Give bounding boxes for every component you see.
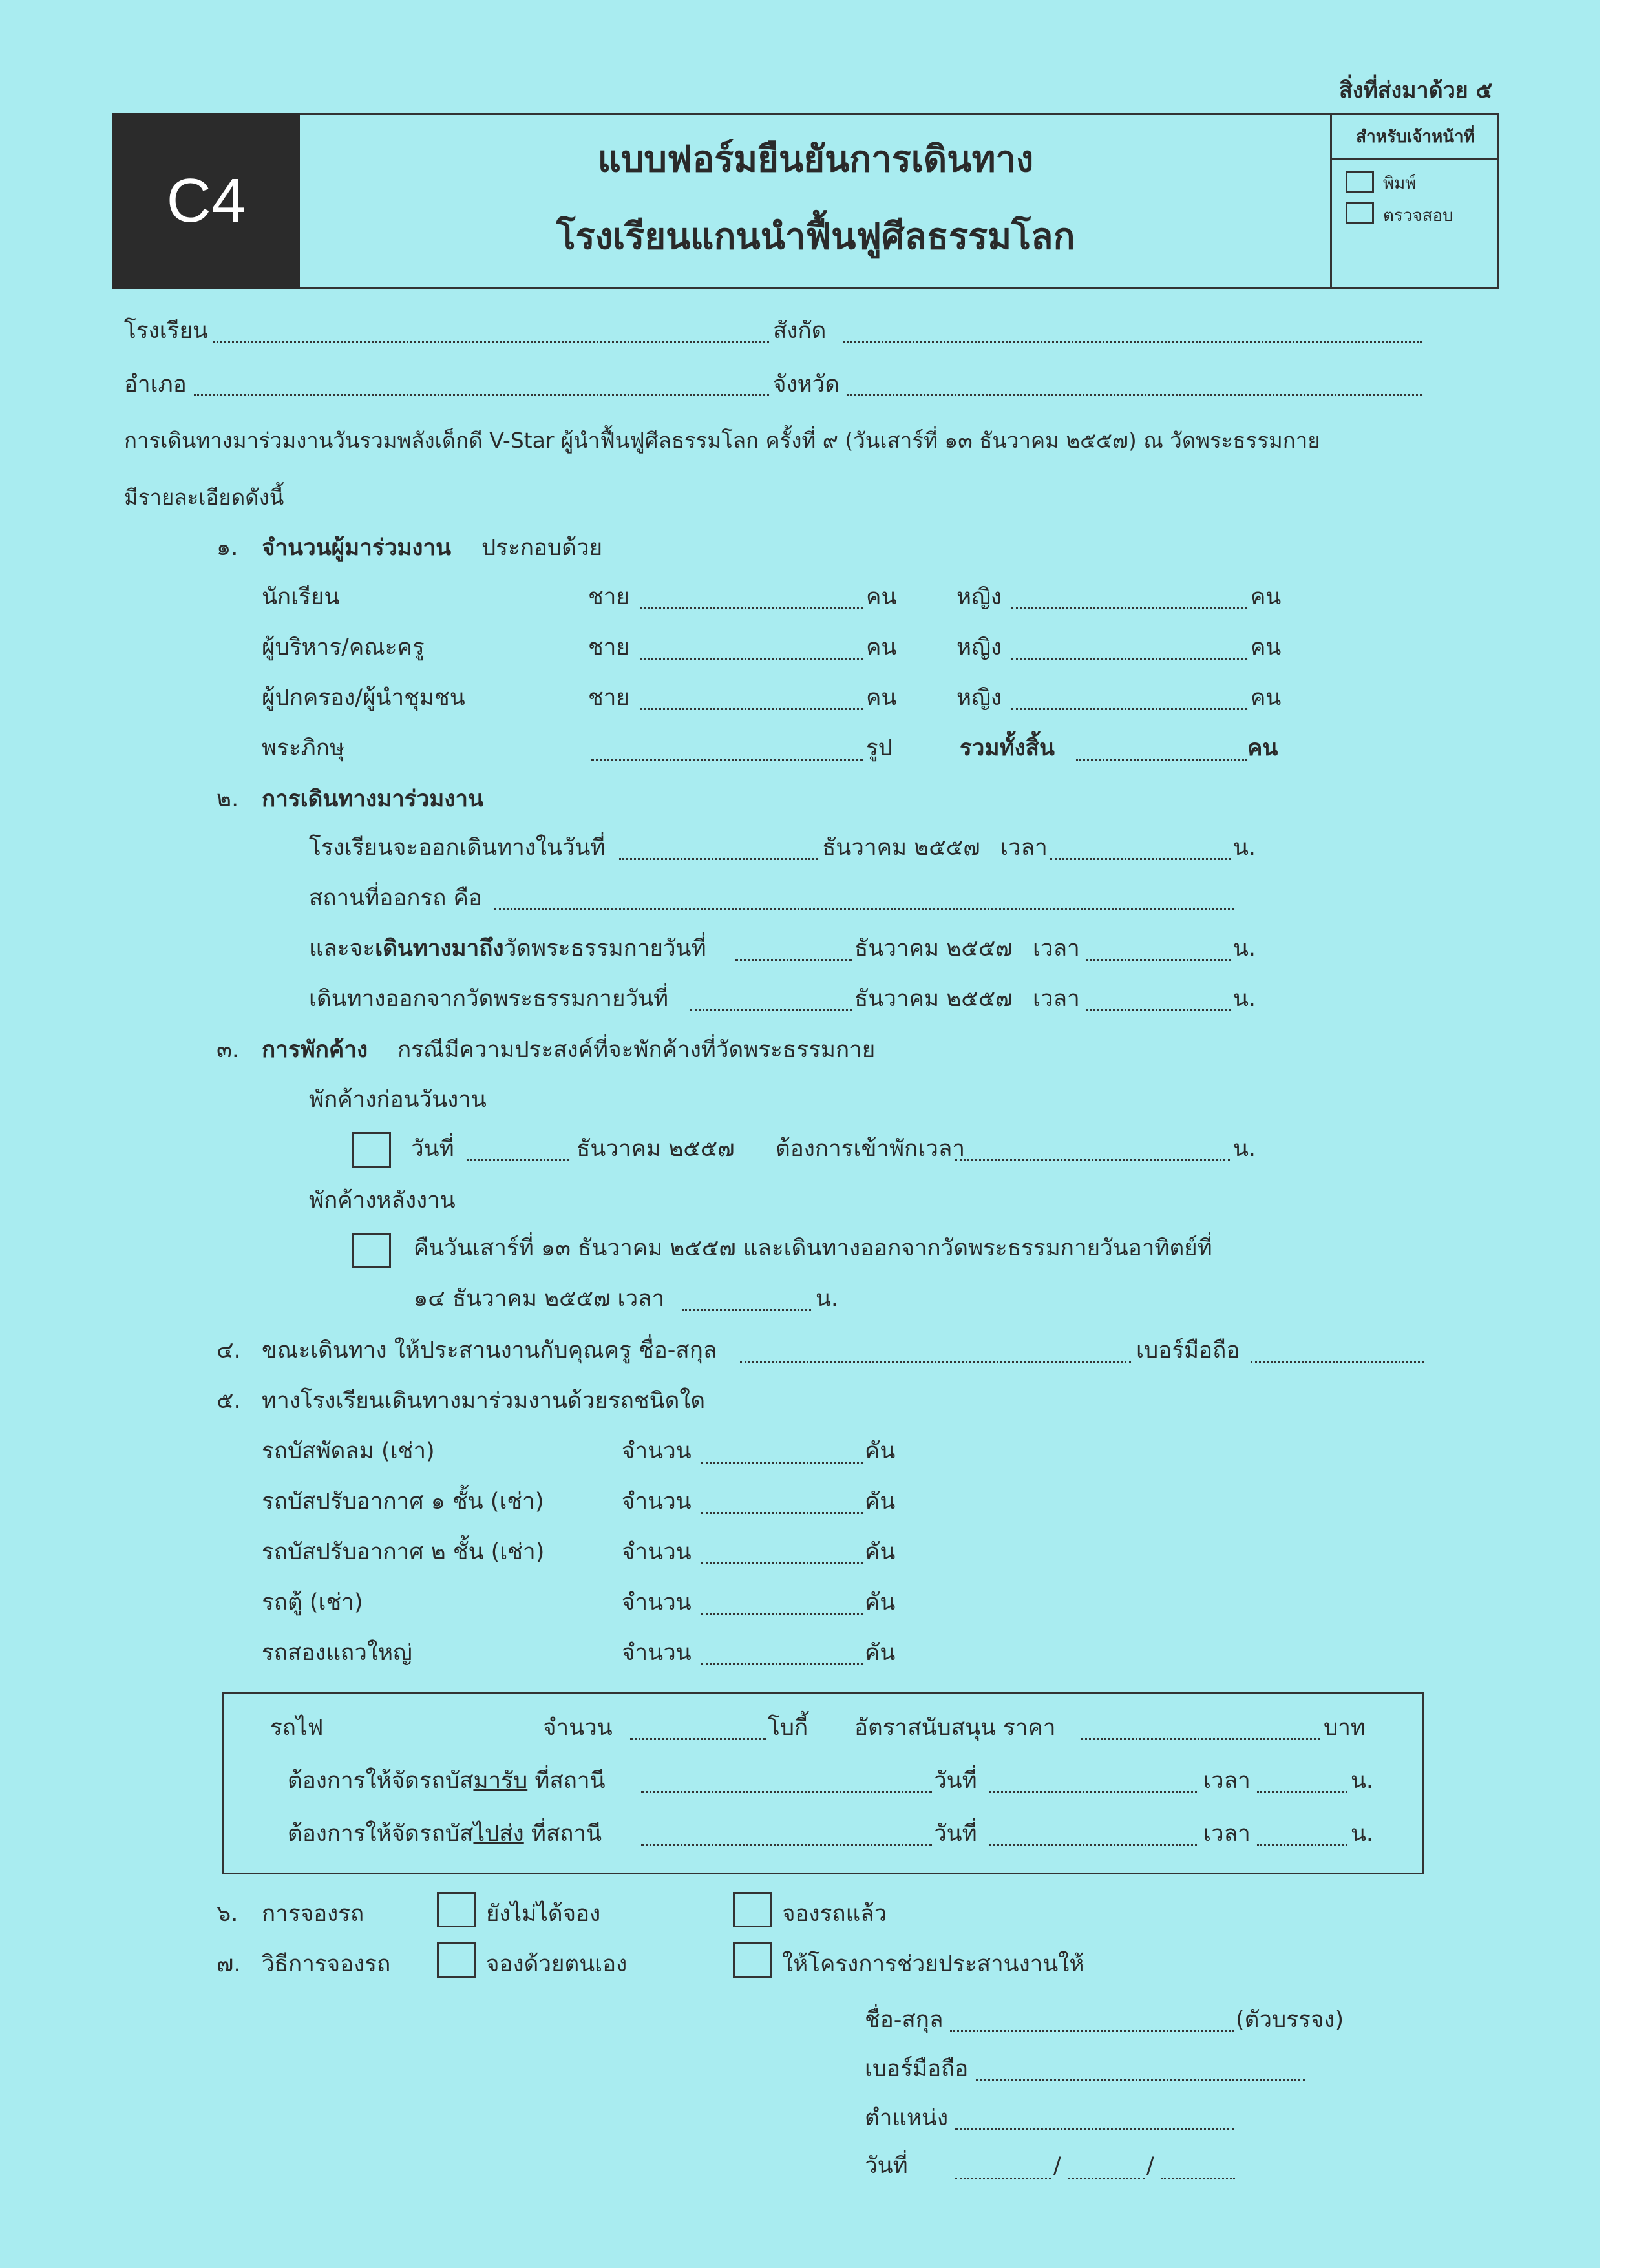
s2-time-label: เวลา bbox=[1033, 986, 1080, 1012]
s5-number: ๕. bbox=[217, 1388, 241, 1414]
train-dropoff-station-field[interactable] bbox=[641, 1844, 932, 1846]
train-dropoff-label bbox=[288, 1820, 602, 1848]
train-time-label: เวลา bbox=[1203, 1821, 1251, 1847]
s2-depart-time-field[interactable] bbox=[1050, 858, 1231, 860]
train-rate-field[interactable] bbox=[1081, 1738, 1320, 1740]
sig-date-label: วันที่ bbox=[865, 2153, 908, 2179]
s2-time-label: เวลา bbox=[1000, 835, 1048, 861]
s1-teachers-female-field[interactable] bbox=[1011, 658, 1247, 660]
s1-monks-field[interactable] bbox=[591, 759, 863, 761]
s2-leave-label: เดินทางออกจากวัดพระธรรมกายวันที่ bbox=[309, 986, 669, 1012]
train-date-label: วันที่ bbox=[934, 1768, 977, 1794]
train-pickup-station-field[interactable] bbox=[641, 1791, 932, 1793]
s3-before-label: พักค้างก่อนวันงาน bbox=[309, 1087, 487, 1113]
sig-date-year-field[interactable] bbox=[1161, 2178, 1235, 2179]
s5-vehicle-label: รถบัสปรับอากาศ ๒ ชั้น (เช่า) bbox=[262, 1539, 545, 1565]
s2-month-year: ธันวาคม ๒๕๕๗ bbox=[854, 986, 1013, 1012]
officer-divider bbox=[1331, 158, 1499, 160]
s7-label: วิธีการจองรถ bbox=[262, 1951, 391, 1977]
s1-teachers-male-field[interactable] bbox=[640, 658, 863, 660]
sig-name-field[interactable] bbox=[950, 2030, 1234, 2032]
s2-unit: น. bbox=[1233, 936, 1256, 961]
affiliation-label: สังกัด bbox=[773, 318, 827, 344]
s1-female-label: หญิง bbox=[956, 685, 1002, 711]
s1-suffix: ประกอบด้วย bbox=[481, 535, 603, 561]
s2-depart-label: โรงเรียนจะออกเดินทางในวันที่ bbox=[309, 835, 606, 861]
sig-phone-field[interactable] bbox=[976, 2079, 1305, 2081]
s2-depart-date-field[interactable] bbox=[619, 858, 818, 860]
officer-check-label: ตรวจสอบ bbox=[1383, 206, 1453, 226]
form-title-line1: แบบฟอร์มยืนยันการเดินทาง bbox=[597, 138, 1034, 180]
sig-position-label: ตำแหน่ง bbox=[865, 2105, 949, 2131]
s3-checkin-label: ต้องการเข้าพักเวลา bbox=[776, 1136, 966, 1162]
s1-female-label: หญิง bbox=[956, 584, 1002, 610]
sig-name-note: (ตัวบรรจง) bbox=[1236, 2007, 1344, 2033]
s5-vehicle-label: รถตู้ (เช่า) bbox=[262, 1590, 363, 1615]
s5-unit: คัน bbox=[865, 1489, 896, 1515]
s2-leave-time-field[interactable] bbox=[1086, 1009, 1231, 1011]
district-field[interactable] bbox=[194, 394, 769, 396]
s3-after-line2: ๑๔ ธันวาคม ๒๕๕๗ เวลา bbox=[414, 1286, 665, 1312]
train-pickup-label bbox=[288, 1767, 606, 1795]
s2-arrive-part-b: เดินทางมาถึง bbox=[375, 936, 504, 961]
s5-unit: คัน bbox=[865, 1438, 896, 1464]
s3-unit: น. bbox=[816, 1286, 839, 1312]
district-label: อำเภอ bbox=[124, 372, 187, 397]
s4-phone-field[interactable] bbox=[1251, 1361, 1424, 1363]
train-pickup-prefix: ต้องการให้จัดรถบัส bbox=[288, 1768, 474, 1794]
sig-date-sep: / bbox=[1146, 2153, 1154, 2179]
train-car-unit: โบกี้ bbox=[768, 1715, 808, 1741]
s1-female-label: หญิง bbox=[956, 635, 1002, 660]
train-label: รถไฟ bbox=[270, 1715, 324, 1741]
s6-booked-checkbox[interactable] bbox=[733, 1892, 772, 1927]
s3-number: ๓. bbox=[217, 1037, 240, 1063]
train-baht: บาท bbox=[1324, 1715, 1366, 1741]
train-qty-field[interactable] bbox=[630, 1738, 766, 1740]
train-pickup-time-field[interactable] bbox=[1257, 1791, 1347, 1793]
train-dropoff-time-field[interactable] bbox=[1257, 1844, 1347, 1846]
train-dropoff-prefix: ต้องการให้จัดรถบัส bbox=[288, 1821, 474, 1847]
s3-title: การพักค้าง bbox=[262, 1037, 368, 1063]
s1-unit: คน bbox=[866, 635, 897, 660]
form-title-line2: โรงเรียนแกนนำฟื้นฟูศีลธรรมโลก bbox=[556, 216, 1075, 258]
sig-date-day-field[interactable] bbox=[955, 2178, 1051, 2179]
s1-students-female-field[interactable] bbox=[1011, 607, 1247, 609]
s5-qty-label: จำนวน bbox=[622, 1640, 692, 1666]
province-field[interactable] bbox=[847, 394, 1422, 396]
train-unit: น. bbox=[1351, 1821, 1374, 1847]
s5-vehicle-label: รถสองแถวใหญ่ bbox=[262, 1640, 412, 1666]
s5-vehicle-label: รถบัสพัดลม (เช่า) bbox=[262, 1438, 435, 1464]
s5-unit: คัน bbox=[865, 1539, 896, 1565]
s1-students-male-field[interactable] bbox=[640, 607, 863, 609]
sig-name-label: ชื่อ-สกุล bbox=[865, 2007, 944, 2033]
s1-total-unit: คน bbox=[1247, 735, 1278, 761]
s5-vehicle-qty-field[interactable] bbox=[701, 1462, 863, 1464]
s2-month-year: ธันวาคม ๒๕๕๗ bbox=[854, 936, 1013, 961]
s2-arrive-date-field[interactable] bbox=[735, 959, 852, 961]
officer-title: สำหรับเจ้าหน้าที่ bbox=[1356, 127, 1475, 147]
s5-vehicle-qty-field[interactable] bbox=[701, 1562, 863, 1564]
affiliation-field[interactable] bbox=[843, 341, 1422, 343]
form-code: C4 bbox=[166, 166, 246, 235]
s2-unit: น. bbox=[1233, 835, 1256, 861]
s1-row-parents: ผู้ปกครอง/ผู้นำชุมชน bbox=[262, 685, 465, 711]
s5-vehicle-qty-field[interactable] bbox=[701, 1512, 863, 1514]
s3-after-line1: คืนวันเสาร์ที่ ๑๓ ธันวาคม ๒๕๕๗ และเดินทางออกจากวัดพระธรรมกายวันอาทิตย์ที่ bbox=[414, 1235, 1212, 1261]
s3-before-month: ธันวาคม ๒๕๕๗ bbox=[576, 1136, 735, 1162]
s7-project-booking-checkbox[interactable] bbox=[733, 1942, 772, 1978]
s2-arrive-part-c: วัดพระธรรมกายวันที่ bbox=[503, 936, 706, 961]
province-label: จังหวัด bbox=[773, 372, 840, 397]
s1-row-monks: พระภิกษุ bbox=[262, 735, 345, 761]
s3-after-checkbox[interactable] bbox=[352, 1233, 391, 1268]
s1-male-label: ชาย bbox=[588, 685, 629, 711]
train-unit: น. bbox=[1351, 1768, 1374, 1794]
s2-leave-date-field[interactable] bbox=[690, 1009, 852, 1011]
s1-unit: คน bbox=[866, 584, 897, 610]
s1-unit: คน bbox=[1251, 635, 1282, 660]
s1-male-label: ชาย bbox=[588, 635, 629, 660]
school-label: โรงเรียน bbox=[124, 318, 208, 344]
s7-number: ๗. bbox=[217, 1951, 241, 1977]
s1-row-teachers: ผู้บริหาร/คณะครู bbox=[262, 635, 425, 660]
s1-title: จำนวนผู้มาร่วมงาน bbox=[262, 535, 452, 561]
s2-month-year: ธันวาคม ๒๕๕๗ bbox=[822, 835, 980, 861]
sig-date-sep: / bbox=[1053, 2153, 1061, 2179]
s1-number: ๑. bbox=[217, 535, 238, 561]
s3-before-date-label: วันที่ bbox=[411, 1136, 454, 1162]
s2-number: ๒. bbox=[217, 786, 239, 812]
form-code-block bbox=[112, 113, 300, 289]
officer-print-checkbox[interactable] bbox=[1346, 171, 1374, 193]
s5-vehicle-label: รถบัสปรับอากาศ ๑ ชั้น (เช่า) bbox=[262, 1489, 544, 1515]
sig-date-month-field[interactable] bbox=[1068, 2178, 1145, 2179]
s2-arrive-time-field[interactable] bbox=[1086, 959, 1231, 961]
s2-time-label: เวลา bbox=[1033, 936, 1080, 961]
s5-vehicle-qty-field[interactable] bbox=[701, 1663, 863, 1665]
s7-project-booking-label: ให้โครงการช่วยประสานงานให้ bbox=[782, 1951, 1084, 1977]
s6-number: ๖. bbox=[217, 1901, 238, 1927]
s1-total-label: รวมทั้งสิ้น bbox=[960, 735, 1055, 761]
s5-unit: คัน bbox=[865, 1590, 896, 1615]
s5-qty-label: จำนวน bbox=[622, 1438, 692, 1464]
s1-unit: คน bbox=[1251, 584, 1282, 610]
s5-title: ทางโรงเรียนเดินทางมาร่วมงานด้วยรถชนิดใด bbox=[262, 1388, 706, 1414]
s1-row-students: นักเรียน bbox=[262, 584, 340, 610]
train-qty-label: จำนวน bbox=[543, 1715, 613, 1741]
s4-text: ขณะเดินทาง ให้ประสานงานกับคุณครู ชื่อ-สกุล bbox=[262, 1338, 717, 1363]
s6-not-booked-checkbox[interactable] bbox=[437, 1892, 476, 1927]
train-dropoff-word: ไปส่ง bbox=[473, 1821, 524, 1847]
s1-parents-male-field[interactable] bbox=[640, 708, 863, 710]
s4-number: ๔. bbox=[217, 1338, 241, 1363]
s6-label: การจองรถ bbox=[262, 1901, 364, 1927]
s2-arrive-part-a: และจะ bbox=[309, 936, 375, 961]
s5-vehicle-qty-field[interactable] bbox=[701, 1613, 863, 1615]
s3-after-time-field[interactable] bbox=[682, 1309, 811, 1311]
s3-after-label: พักค้างหลังงาน bbox=[309, 1188, 456, 1213]
s2-place-field[interactable] bbox=[494, 908, 1234, 910]
s3-unit: น. bbox=[1233, 1136, 1256, 1162]
s2-unit: น. bbox=[1233, 986, 1256, 1012]
train-pickup-word: มารับ bbox=[473, 1768, 528, 1794]
s4-teacher-name-field[interactable] bbox=[740, 1361, 1131, 1363]
s6-not-booked-label: ยังไม่ได้จอง bbox=[486, 1901, 601, 1927]
s1-unit: คน bbox=[866, 685, 897, 711]
train-pickup-date-field[interactable] bbox=[989, 1791, 1197, 1793]
train-date-label: วันที่ bbox=[934, 1821, 977, 1847]
s7-self-booking-checkbox[interactable] bbox=[437, 1942, 476, 1978]
s5-qty-label: จำนวน bbox=[622, 1489, 692, 1515]
school-field[interactable] bbox=[213, 341, 769, 343]
officer-print-label: พิมพ์ bbox=[1383, 174, 1417, 193]
train-station-label: ที่สถานี bbox=[531, 1821, 602, 1847]
train-rate-label: อัตราสนับสนุน ราคา bbox=[854, 1715, 1056, 1741]
s3-checkin-time-field[interactable] bbox=[955, 1159, 1230, 1161]
s5-qty-label: จำนวน bbox=[622, 1539, 692, 1565]
train-time-label: เวลา bbox=[1203, 1768, 1251, 1794]
sig-phone-label: เบอร์มือถือ bbox=[865, 2056, 969, 2082]
intro-line1: การเดินทางมาร่วมงานวันรวมพลังเด็กดี V-Star ผู้นำฟื้นฟูศีลธรรมโลก ครั้งที่ ๙ (วันเสาร์ที่ ๑๓ ธันวาคม ๒๕๕๗) ณ วัดพระธรรมกาย bbox=[124, 428, 1320, 453]
s3-desc: กรณีมีความประสงค์ที่จะพักค้างที่วัดพระธรรมกาย bbox=[397, 1037, 876, 1063]
s2-title: การเดินทางมาร่วมงาน bbox=[262, 786, 483, 812]
s7-self-booking-label: จองด้วยตนเอง bbox=[486, 1951, 628, 1977]
s5-qty-label: จำนวน bbox=[622, 1590, 692, 1615]
s4-phone-label: เบอร์มือถือ bbox=[1136, 1338, 1240, 1363]
s3-before-checkbox[interactable] bbox=[352, 1132, 391, 1168]
s1-unit: คน bbox=[1251, 685, 1282, 711]
s3-before-date-field[interactable] bbox=[467, 1159, 569, 1161]
s1-parents-female-field[interactable] bbox=[1011, 708, 1247, 710]
s2-place-label: สถานที่ออกรถ คือ bbox=[309, 885, 482, 911]
s1-male-label: ชาย bbox=[588, 584, 629, 610]
sig-position-field[interactable] bbox=[955, 2128, 1234, 2130]
s5-unit: คัน bbox=[865, 1640, 896, 1666]
officer-check-checkbox[interactable] bbox=[1346, 202, 1374, 224]
s1-monk-unit: รูป bbox=[866, 735, 893, 761]
s1-total-field[interactable] bbox=[1076, 759, 1247, 761]
s6-booked-label: จองรถแล้ว bbox=[782, 1901, 887, 1927]
intro-line2: มีรายละเอียดดังนี้ bbox=[124, 485, 284, 510]
train-dropoff-date-field[interactable] bbox=[989, 1844, 1197, 1846]
s2-arrive-label bbox=[309, 934, 706, 963]
enclosure-note: สิ่งที่ส่งมาด้วย ๕ bbox=[1339, 78, 1493, 103]
train-station-label: ที่สถานี bbox=[534, 1768, 606, 1794]
